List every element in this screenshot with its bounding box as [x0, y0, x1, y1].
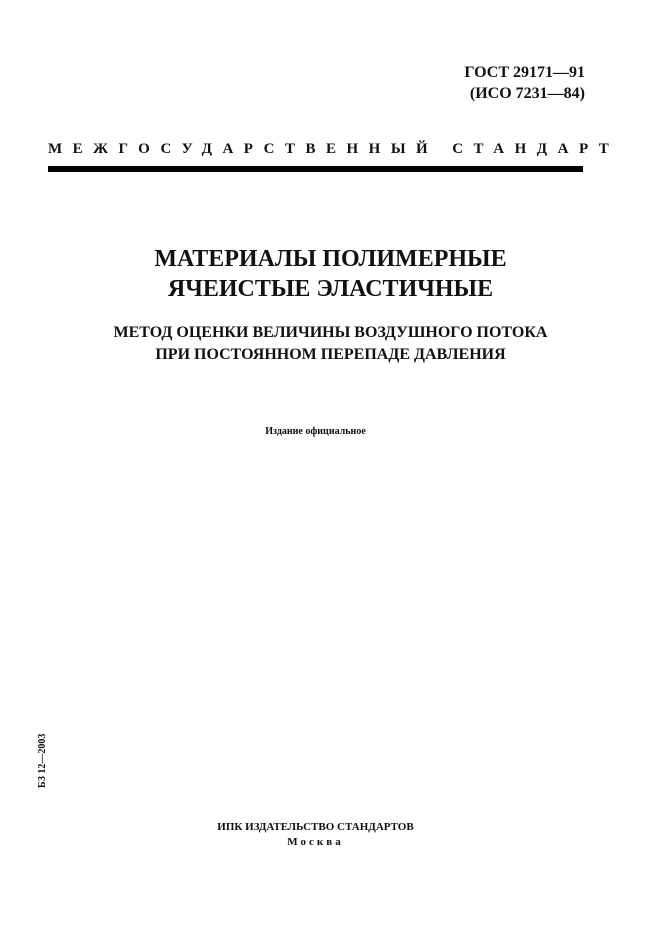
iso-code: (ИСО 7231—84) — [469, 85, 585, 102]
document-subtitle — [0, 322, 661, 366]
publisher-block — [0, 820, 631, 850]
interstate-header — [48, 140, 620, 172]
standard-code-block — [464, 62, 585, 104]
side-catalog-mark: БЗ 12—2003 — [37, 733, 48, 788]
header-rule — [48, 166, 583, 172]
standard-word: СТАНДАРТ — [452, 141, 620, 157]
document-title — [0, 244, 661, 304]
standard-code: ГОСТ 29171—91 — [464, 64, 585, 81]
interstate-standard-label — [48, 140, 620, 158]
publisher-city: Москва — [287, 836, 344, 848]
publisher-name: ИПК ИЗДАТЕЛЬСТВО СТАНДАРТОВ — [217, 821, 414, 833]
title-line-2: ЯЧЕИСТЫЕ ЭЛАСТИЧНЫЕ — [167, 276, 494, 302]
title-line-1: МАТЕРИАЛЫ ПОЛИМЕРНЫЕ — [154, 246, 507, 272]
edition-note: Издание официальное — [265, 426, 366, 437]
interstate-word: МЕЖГОСУДАРСТВЕННЫЙ — [48, 141, 439, 157]
subtitle-line-1: МЕТОД ОЦЕНКИ ВЕЛИЧИНЫ ВОЗДУШНОГО ПОТОКА — [113, 324, 548, 341]
subtitle-line-2: ПРИ ПОСТОЯННОМ ПЕРЕПАДЕ ДАВЛЕНИЯ — [155, 346, 506, 363]
